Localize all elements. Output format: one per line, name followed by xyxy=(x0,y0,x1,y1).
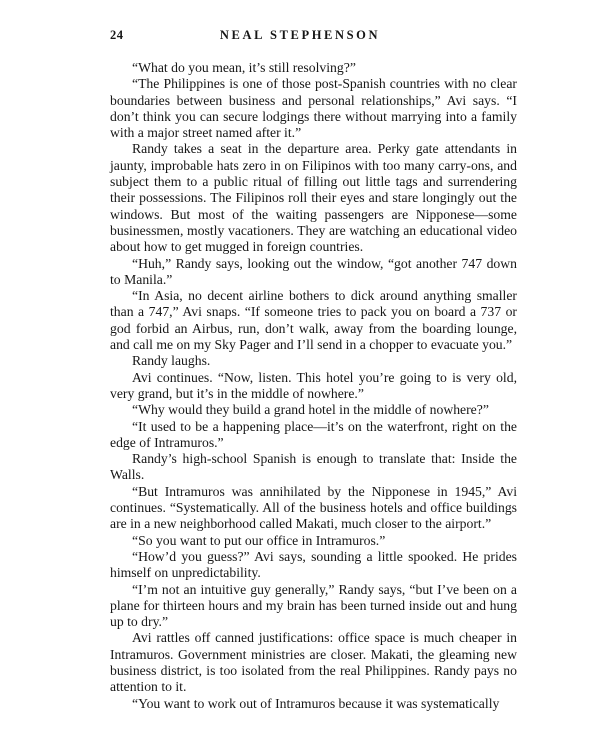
paragraph: “In Asia, no decent airline bothers to dick around anything smaller than a 747,” Avi snaps. “If someone tries to pack you on board a 737 or god forbid an Airbus, run, don’t walk, away from the boarding lounge, and call me on my Sky Pager and I’ll send in a chopper to evacuate you.” xyxy=(110,288,517,353)
running-head xyxy=(0,28,600,46)
paragraph: “It used to be a happening place—it’s on the waterfront, right on the edge of Intramuros.” xyxy=(110,418,517,450)
paragraph: “The Philippines is one of those post-Spanish countries with no clear boundaries between business and personal relationships,” Avi says. “I don’t think you can secure lodgings there without marrying into a family with a major street named after it.” xyxy=(110,76,517,141)
paragraph: Randy takes a seat in the departure area. Perky gate attendants in jaunty, improbable hats zero in on Filipinos with too many carry-ons, and subject them to a public ritual of filling out little tags and surrendering their possessions. The Filipinos roll their eyes and stare longingly out the windows. But most of the waiting passengers are Nipponese—some businessmen, mostly vacationers. They are watching an educational video about how to get mugged in foreign countries. xyxy=(110,141,517,255)
paragraph: “But Intramuros was annihilated by the Nipponese in 1945,” Avi continues. “Systematically. All of the business hotels and office buildings are in a new neighborhood called Makati, much closer to the airport.” xyxy=(110,483,517,532)
paragraph: “Why would they build a grand hotel in the middle of nowhere?” xyxy=(132,402,489,418)
paragraph: “You want to work out of Intramuros because it was systematically xyxy=(132,695,500,711)
running-title: NEAL STEPHENSON xyxy=(219,28,381,42)
paragraph: Randy’s high-school Spanish is enough to translate that: Inside the Walls. xyxy=(110,451,517,483)
paragraph: “How’d you guess?” Avi says, sounding a little spooked. He prides himself on unpredictability. xyxy=(110,548,517,581)
paragraph: Avi rattles off canned justifications: office space is much cheaper in Intramuros. Government ministries are closer. Makati, the gleaming new business district, is too isolated from the real Philippines. Randy pays no attention to it. xyxy=(110,630,517,695)
paragraph: “What do you mean, it’s still resolving?” xyxy=(132,60,356,75)
paragraph: “I’m not an intuitive guy generally,” Randy says, “but I’ve been on a plane for thirteen hours and my brain has been turned inside out and hung up to dry.” xyxy=(110,581,517,630)
page-number: 24 xyxy=(110,28,124,42)
paragraph: “So you want to put our office in Intramuros.” xyxy=(132,532,386,548)
paragraph: Randy laughs. xyxy=(132,353,211,369)
paragraph: Avi continues. “Now, listen. This hotel you’re going to is very old, very grand, but it’s in the middle of nowhere.” xyxy=(110,369,517,401)
paragraph: “Huh,” Randy says, looking out the window, “got another 747 down to Manila.” xyxy=(110,255,517,287)
body-text xyxy=(110,60,517,712)
